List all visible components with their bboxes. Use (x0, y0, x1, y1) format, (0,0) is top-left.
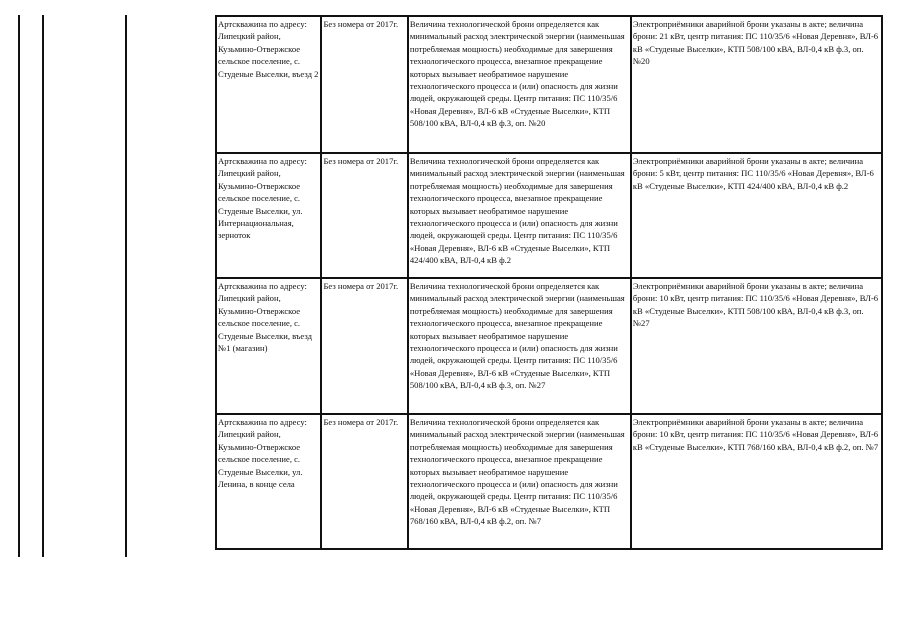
table-row (216, 414, 882, 549)
table-left-border-line (18, 15, 20, 557)
table-column-divider-line (125, 15, 127, 557)
technological-reserve-cell: Величина технологической брони определяется как минимальный расход электрической энергии (наименьшая потребляемая мощность) необходимые для завершения технологического процесса, внезапное прекращение которых вызывает необратимое нарушение технологического процесса и (или) опасность для жизни людей, окружающей среды. Центр питания: ПС 110/35/6 «Новая Деревня», ВЛ-6 кВ «Студеные Выселки», КТП 768/160 кВА, ВЛ-0,4 кВ ф.2, оп. №7 (408, 414, 631, 549)
object-address-cell: Артскважина по адресу: Липецкий район, Кузьмино-Отвержское сельское поселение, с. Студеные Выселки, въезд №1 (магазин) (216, 278, 321, 414)
technological-reserve-cell: Величина технологической брони определяется как минимальный расход электрической энергии (наименьшая потребляемая мощность) необходимые для завершения технологического процесса, внезапное прекращение которых вызывает необратимое нарушение технологического процесса и (или) опасность для жизни людей, окружающей среды. Центр питания: ПС 110/35/6 «Новая Деревня», ВЛ-6 кВ «Студеные Выселки», КТП 508/100 кВА, ВЛ-0,4 кВ ф.3, оп. №20 (408, 16, 631, 153)
object-address-cell: Артскважина по адресу: Липецкий район, Кузьмино-Отвержское сельское поселение, с. Студеные Выселки, въезд 2 (216, 16, 321, 153)
technological-reserve-cell: Величина технологической брони определяется как минимальный расход электрической энергии (наименьшая потребляемая мощность) необходимые для завершения технологического процесса, внезапное прекращение которых вызывает необратимое нарушение технологического процесса и (или) опасность для жизни людей, окружающей среды. Центр питания: ПС 110/35/6 «Новая Деревня», ВЛ-6 кВ «Студеные Выселки», КТП 508/100 кВА, ВЛ-0,4 кВ ф.3, оп. №27 (408, 278, 631, 414)
technological-reserve-cell: Величина технологической брони определяется как минимальный расход электрической энергии (наименьшая потребляемая мощность) необходимые для завершения технологического процесса, внезапное прекращение которых вызывает необратимое нарушение технологического процесса и (или) опасность для жизни людей, окружающей среды. Центр питания: ПС 110/35/6 «Новая Деревня», ВЛ-6 кВ «Студеные Выселки», КТП 424/400 кВА, ВЛ-0,4 кВ ф.2 (408, 153, 631, 278)
act-number-cell: Без номера от 2017г. (321, 153, 407, 278)
emergency-reserve-cell: Электроприёмники аварийной брони указаны в акте; величина брони: 5 кВт, центр питания: ПС 110/35/6 «Новая Деревня», ВЛ-6 кВ «Студеные Выселки», КТП 424/400 кВА, ВЛ-0,4 кВ ф.2 (631, 153, 882, 278)
object-address-cell: Артскважина по адресу: Липецкий район, Кузьмино-Отвержское сельское поселение, с. Студеные Выселки, ул. Интернациональная, зерноток (216, 153, 321, 278)
emergency-reserve-cell: Электроприёмники аварийной брони указаны в акте; величина брони: 21 кВт, центр питания: ПС 110/35/6 «Новая Деревня», ВЛ-6 кВ «Студеные Выселки», КТП 508/100 кВА, ВЛ-0,4 кВ ф.3, оп. №20 (631, 16, 882, 153)
table-row (216, 278, 882, 414)
emergency-reserve-cell: Электроприёмники аварийной брони указаны в акте; величина брони: 10 кВт, центр питания: ПС 110/35/6 «Новая Деревня», ВЛ-6 кВ «Студеные Выселки», КТП 508/100 кВА, ВЛ-0,4 кВ ф.3, оп. №27 (631, 278, 882, 414)
emergency-reserve-cell: Электроприёмники аварийной брони указаны в акте; величина брони: 10 кВт, центр питания: ПС 110/35/6 «Новая Деревня», ВЛ-6 кВ «Студеные Выселки», КТП 768/160 кВА, ВЛ-0,4 кВ ф.2, оп. №7 (631, 414, 882, 549)
act-number-cell: Без номера от 2017г. (321, 278, 407, 414)
table-row (216, 16, 882, 153)
backup-power-table (215, 15, 883, 550)
table-column-divider-line (42, 15, 44, 557)
table-row (216, 153, 882, 278)
object-address-cell: Артскважина по адресу: Липецкий район, Кузьмино-Отвержское сельское поселение, с. Студеные Выселки, ул. Ленина, в конце села (216, 414, 321, 549)
act-number-cell: Без номера от 2017г. (321, 16, 407, 153)
act-number-cell: Без номера от 2017г. (321, 414, 407, 549)
